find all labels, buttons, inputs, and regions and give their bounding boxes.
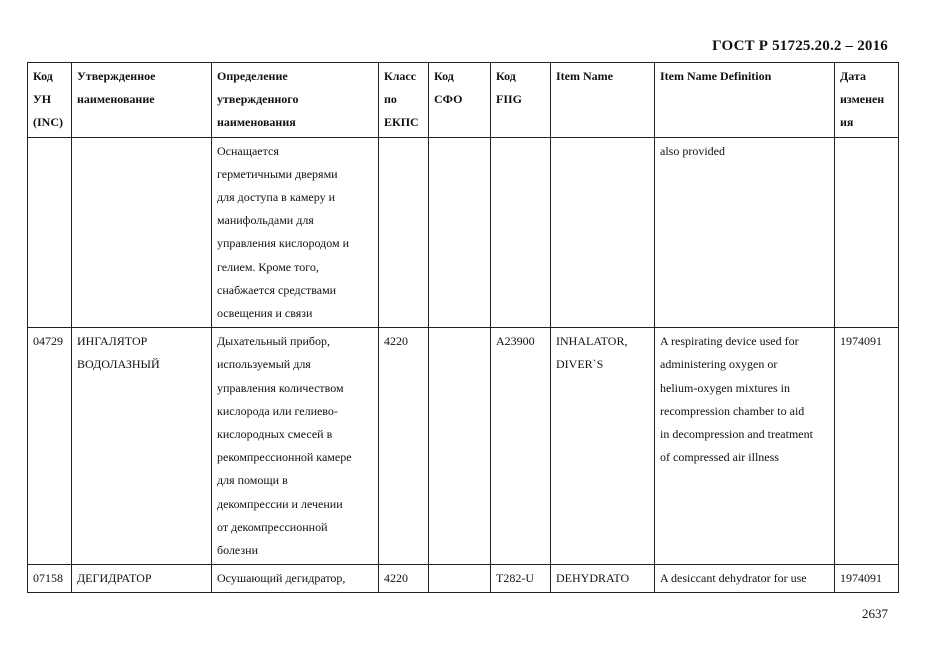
- cell-line: Код: [33, 69, 53, 83]
- cell-line: 4220: [384, 334, 408, 349]
- cell-item-definition: [655, 565, 835, 593]
- cell-line: DEHYDRATO: [556, 571, 630, 586]
- table-header-row: [28, 63, 899, 138]
- cell-line: DIVER`S: [556, 357, 604, 372]
- cell-sfo: [429, 137, 491, 328]
- cell-line: 1974091: [840, 334, 882, 349]
- cell-line: изменен: [840, 92, 885, 107]
- cell-ekps: [379, 565, 429, 593]
- cell-line: T282-U: [496, 571, 534, 586]
- cell-line: 07158: [33, 571, 63, 586]
- cell-line: INHALATOR,: [556, 334, 628, 349]
- cell-ekps: [379, 137, 429, 328]
- cell-line: управления кислородом и: [217, 236, 350, 251]
- header-sfo: [429, 63, 491, 138]
- cell-line: от декомпрессионной: [217, 519, 328, 534]
- cell-item-definition: [655, 328, 835, 565]
- header-approved-name: [72, 63, 212, 138]
- page-number: 2637: [862, 606, 888, 621]
- header-inc: [28, 63, 72, 138]
- cell-line: ДЕГИДРАТОР: [77, 571, 152, 586]
- cell-inc: [28, 565, 72, 593]
- cell-line: of compressed air illness: [660, 450, 779, 465]
- cell-definition: [212, 328, 379, 565]
- header-item-name: [551, 63, 655, 138]
- cell-line: Дыхательный прибор,: [217, 334, 330, 349]
- cell-line: A desiccant dehydrator for use: [660, 571, 807, 586]
- cell-line: используемый для: [217, 357, 311, 372]
- cell-line: administering oxygen or: [660, 357, 778, 372]
- cell-date: [835, 328, 899, 565]
- cell-line: A respirating device used for: [660, 334, 799, 349]
- cell-line: по: [384, 92, 397, 107]
- cell-line: Дата: [840, 69, 866, 83]
- cell-line: кислородных смесей в: [217, 427, 333, 442]
- cell-line: герметичными дверями: [217, 166, 338, 181]
- cell-line: ИНГАЛЯТОР: [77, 334, 148, 349]
- cell-line: A23900: [496, 334, 535, 349]
- cell-definition: [212, 137, 379, 328]
- cell-line: Определение: [217, 69, 288, 83]
- cell-line: управления количеством: [217, 380, 344, 395]
- cell-line: helium-oxygen mixtures in: [660, 380, 790, 395]
- cell-line: декомпрессии и лечении: [217, 496, 343, 511]
- cell-line: болезни: [217, 543, 258, 558]
- cell-line: in decompression and treatment: [660, 427, 813, 442]
- header-item-definition: [655, 63, 835, 138]
- cell-approved-name: [72, 137, 212, 328]
- cell-fiig: [491, 137, 551, 328]
- cell-fiig: [491, 565, 551, 593]
- cell-date: [835, 137, 899, 328]
- cell-line: 04729: [33, 334, 63, 349]
- cell-line: 1974091: [840, 571, 882, 586]
- cell-line: СФО: [434, 92, 463, 107]
- cell-line: рекомпрессионной камере: [217, 450, 352, 465]
- table-row: [28, 137, 899, 328]
- cell-fiig: [491, 328, 551, 565]
- cell-definition: [212, 565, 379, 593]
- cell-sfo: [429, 565, 491, 593]
- cell-line: Класс: [384, 69, 417, 83]
- cell-approved-name: [72, 328, 212, 565]
- cell-line: Item Name Definition: [660, 69, 772, 83]
- cell-line: для помощи в: [217, 473, 288, 488]
- cell-line: ЕКПС: [384, 115, 419, 130]
- cell-line: наименования: [217, 115, 296, 130]
- cell-inc: [28, 137, 72, 328]
- cell-line: освещения и связи: [217, 306, 313, 321]
- cell-line: Утвержденное: [77, 69, 156, 83]
- cell-approved-name: [72, 565, 212, 593]
- cell-line: FIIG: [496, 92, 523, 107]
- classification-table: [27, 62, 899, 593]
- cell-line: ВОДОЛАЗНЫЙ: [77, 357, 160, 372]
- cell-item-name: [551, 565, 655, 593]
- document-standard-id: ГОСТ Р 51725.20.2 – 2016: [712, 38, 888, 54]
- cell-date: [835, 565, 899, 593]
- cell-line: Код: [496, 69, 516, 83]
- header-ekps: [379, 63, 429, 138]
- cell-line: Item Name: [556, 69, 613, 83]
- table-row: [28, 328, 899, 565]
- cell-line: наименование: [77, 92, 155, 107]
- header-definition: [212, 63, 379, 138]
- cell-line: Код: [434, 69, 454, 83]
- cell-item-name: [551, 328, 655, 565]
- cell-line: ия: [840, 115, 854, 130]
- cell-line: 4220: [384, 571, 408, 586]
- cell-line: снабжается средствами: [217, 282, 337, 297]
- cell-line: УН: [33, 92, 52, 107]
- cell-line: (INC): [33, 115, 63, 130]
- cell-line: для доступа в камеру и: [217, 190, 336, 205]
- cell-item-definition: [655, 137, 835, 328]
- header-date: [835, 63, 899, 138]
- table-row: [28, 565, 899, 593]
- cell-line: манифольдами для: [217, 213, 314, 228]
- cell-line: also provided: [660, 143, 725, 158]
- cell-line: recompression chamber to aid: [660, 403, 805, 418]
- cell-inc: [28, 328, 72, 565]
- cell-line: гелием. Кроме того,: [217, 259, 319, 274]
- header-fiig: [491, 63, 551, 138]
- cell-line: утвержденного: [217, 92, 299, 107]
- cell-ekps: [379, 328, 429, 565]
- cell-item-name: [551, 137, 655, 328]
- cell-line: Осушающий дегидратор,: [217, 571, 346, 586]
- cell-sfo: [429, 328, 491, 565]
- cell-line: кислорода или гелиево-: [217, 403, 338, 418]
- cell-line: Оснащается: [217, 143, 279, 158]
